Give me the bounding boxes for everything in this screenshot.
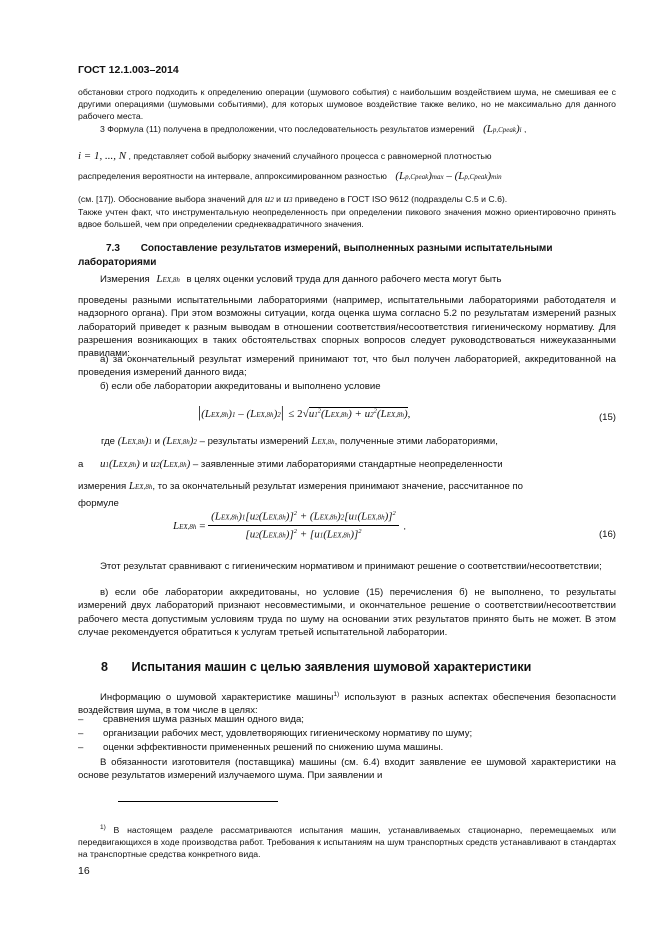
section-8-number: 8: [101, 660, 108, 674]
list-item-b: б) если обе лаборатории аккредитованы и выполнено условие: [100, 381, 381, 392]
where-line-3: [78, 480, 616, 494]
s8-text-b: используют в разных аспектах обеспечения безопасности воздействия шума, в том числе в целях:: [78, 692, 616, 717]
list-item-v: в) если обе лаборатории аккредитованы, но условие (15) перечисления б) не выполнено, то результаты измерений двух лабораторий признают несовместимыми, и окончательное решение о соответствии/несоответствии рабочего места допустимым условиям труда по шуму на основании этих результатов принято быть не может. В этом случае рекомендуется обратиться к услугам третьей испытательной лаборатории.: [78, 587, 616, 638]
footnote-ref: 1): [333, 691, 340, 698]
where-text-and: и: [154, 436, 160, 447]
footnote-mark: 1): [100, 824, 106, 831]
section-7-3-paragraph: проведены разными испытательными лабораториями (например, испытательными лабораториями работодателя и надзорного органа). При этом возможны ситуации, когда оценка шума согласно 5.2 по результатам измерений разных лабораторий приведет к разным выводам в отношении соответствия/несоответствия гигиеническому нормативу. Для разрешения возникающих в таких обстоятельствах спорных вопросов следует руководствоваться нижеуказанными правилами:: [78, 295, 616, 360]
page-number: 16: [78, 865, 90, 877]
formula-lex8h-measure: LEX,8h: [128, 480, 153, 492]
note-3-line-4: [78, 193, 616, 206]
section-8-paragraph-2: В обязанности изготовителя (поставщика) машины (см. 6.4) входит заявление ее шумовой характеристики на основе результатов измерений излучаемого шума. При заявлении и: [78, 757, 616, 782]
where-text-a: где: [101, 436, 116, 447]
where-text-b: – результаты измерений: [199, 436, 309, 447]
note-3-text-b: , представляет собой выборку значений случайного процесса с равномерной плотностью: [128, 151, 492, 161]
note-3-text-c: распределения вероятности на интервале, аппроксимированном разностью: [78, 171, 387, 181]
formula-lex8h-ref: LEX,8h: [311, 435, 335, 447]
list-item: [78, 742, 444, 753]
where2-text-a: а: [78, 459, 84, 470]
s73-text-b: в целях оценки условий труда для данного рабочего места могут быть: [186, 274, 502, 285]
list-dash: –: [78, 728, 84, 739]
note-3-text-d-b: приведено в ГОСТ ISO 9612 (подразделы С.5 и С.6).: [294, 194, 508, 204]
where-line-1: [101, 435, 616, 449]
where2-text-b: – заявленные этими лабораториями стандартные неопределенности: [192, 459, 503, 470]
section-7-3-title: Сопоставление результатов измерений, выполненных разными испытательными лабораториями: [78, 243, 553, 268]
list-item-text: организации рабочих мест, удовлетворяющих гигиеническому нормативу по шуму;: [103, 728, 473, 739]
formula-lex8h: LEX,8h: [156, 273, 180, 285]
section-8-heading: [101, 660, 531, 674]
where3-text-b: , то за окончательный результат измерения принимают значение, рассчитанное по: [152, 481, 523, 492]
where-text-c: , полученные этими лабораториями,: [334, 436, 498, 447]
formula-u2: u2: [264, 193, 274, 205]
equation-16-number: (16): [598, 529, 616, 540]
where3-text-a: измерения: [78, 481, 127, 492]
section-7-3-line-1: [100, 273, 616, 287]
footnote: [78, 822, 616, 861]
s73-text-a: Измерения: [100, 274, 150, 285]
note-3-line-2: [78, 150, 616, 162]
note-3-text-d-a: (см. [17]). Обоснование выбора значений для: [78, 194, 263, 204]
formula-peak-difference: (Lp,Cpeak)max – (Lp,Cpeak)min: [395, 170, 502, 182]
list-dash: –: [78, 742, 84, 753]
footnote-rule: [118, 801, 278, 802]
formula-lex8h-1: (LEX,8h)1: [117, 435, 152, 447]
section-7-3-heading: [78, 242, 616, 269]
list-item-text: сравнения шума разных машин одного вида;: [103, 714, 304, 725]
continuation-paragraph: обстановки строго подходить к определению операции (шумового события) с наибольшим воздействием шума, не смешивая ее с другими операциями (шумовыми событиями), для которых шумовое воздействие также велико, но не максимально для данного рабочего места.: [78, 87, 616, 122]
formula-u3: u3: [283, 193, 293, 205]
s8-text-a: Информацию о шумовой характеристике машины: [100, 692, 334, 704]
formula-u1-lex: u1(LEX,8h): [100, 458, 140, 470]
where2-text-and: и: [142, 459, 148, 470]
list-item-a: а) за окончательный результат измерений принимают тот, что был получен лабораторией, аккредитованной на проведения измерений данного вида;: [78, 354, 616, 379]
document-header: ГОСТ 12.1.003–2014: [78, 64, 179, 76]
note-3-text-d-and: и: [276, 194, 282, 204]
note-3-text-e: Также учтен факт, что инструментальную неопределенность при определении пикового значения можно ориентировочно принять вдвое большей, чем при определении среднеквадратичного значения.: [78, 207, 616, 230]
equation-16: LEX,8h = $\frac{(LEX,8h)1[u2(LEX,8h)]^2 + (LEX,8h)2[u1(LEX,8h)]^2}{[u2(LEX,8h)]^2 + [u1(LEX,8h)]^2}$ .: [173, 510, 406, 541]
where-line-4: формуле: [78, 498, 119, 509]
note-3-line-3: [78, 170, 616, 183]
after-equation-16: Этот результат сравнивают с гигиеническим нормативом и принимают решение о соответствии/несоответствии;: [100, 561, 602, 572]
formula-u2-lex: u2(LEX,8h): [150, 458, 191, 470]
formula-lex8h-2: (LEX,8h)2: [162, 435, 197, 447]
list-dash: –: [78, 714, 84, 725]
section-7-3-number: 7.3: [106, 243, 120, 254]
equation-15-number: (15): [598, 412, 616, 423]
list-item: [78, 714, 304, 725]
where-line-2: [78, 458, 616, 472]
note-3-line-1: 3 Формула (11) получена в предположении, что последовательность результатов измерений (Lp,Cpeak)i ,: [100, 123, 527, 135]
footnote-text: В настоящем разделе рассматриваются испытания машин, устанавливаемых стационарно, перемещаемых или передвигающихся в ходе производства работ. Требования к испытаниям на шум транспортных средств устанавливают в стандартах на транспортные средства конкретного вида.: [78, 824, 616, 860]
equation-15: $|(LEX,8h)1 - (LEX,8h)2| \le 2√u1^2(LEX,8h) + u2^2(LEX,8h)$,: [198, 404, 411, 421]
list-item: [78, 728, 473, 739]
list-item-text: оценки эффективности примененных решений по снижению шума машины.: [103, 742, 444, 753]
note-3-text-a: 3 Формула (11) получена в предположении, что последовательность результатов измерений: [100, 124, 475, 134]
formula-l-cpeak-i: (Lp,Cpeak)i: [483, 123, 522, 135]
section-8-title: Испытания машин с целью заявления шумовой характеристики: [131, 660, 532, 674]
formula-index-range: i = 1, ..., N: [78, 150, 127, 162]
